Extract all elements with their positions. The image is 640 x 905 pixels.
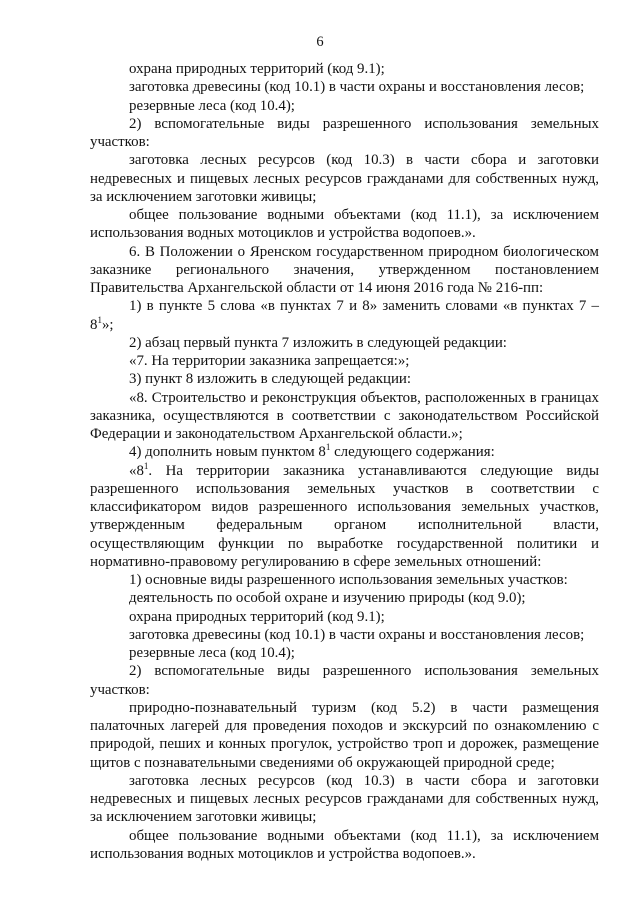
paragraph — [90, 206, 599, 243]
paragraph-text: 2) вспомогательные виды разрешенного использования земельных участков: — [90, 115, 599, 150]
paragraph — [90, 699, 599, 772]
paragraph-text-continued: »; — [101, 316, 114, 333]
paragraph — [90, 78, 599, 96]
paragraph-text: «8 — [129, 462, 144, 479]
paragraph-text: заготовка древесины (код 10.1) в части охраны и восстановления лесов; — [129, 626, 585, 643]
paragraph — [90, 334, 599, 352]
superscript: 1 — [97, 314, 102, 325]
paragraph — [90, 571, 599, 589]
superscript: 1 — [143, 460, 149, 471]
paragraph — [90, 608, 599, 626]
paragraph — [90, 662, 599, 699]
paragraph-text: заготовка лесных ресурсов (код 10.3) в части сбора и заготовки недревесных и пищевых лесных ресурсов гражданами для собственных нужд, за исключением заготовки живицы; — [90, 772, 599, 826]
paragraph-text: резервные леса (код 10.4); — [129, 97, 295, 114]
paragraph-text: заготовка древесины (код 10.1) в части охраны и восстановления лесов; — [129, 79, 585, 96]
paragraph-text: 3) пункт 8 изложить в следующей редакции: — [129, 371, 412, 388]
paragraph — [90, 297, 599, 334]
paragraph-text: заготовка лесных ресурсов (код 10.3) в части сбора и заготовки недревесных и пищевых лесных ресурсов гражданами для собственных нужд, за исключением заготовки живицы; — [90, 152, 599, 205]
paragraph-text: общее пользование водными объектами (код 11.1), за исключением использования водных мотоциклов и устройства водопоев.». — [90, 827, 599, 862]
paragraph-text-continued: . На территории заказника устанавливаются следующие виды разрешенного использования земельных участков в соответствии с классификатором видов разрешенного использования земельных участков, утвержденным федеральным органом исполнительной власти, осуществляющим функции по выработке государственной политики и нормативно-правовому регулированию в сфере земельных отношений: — [90, 462, 599, 570]
paragraph — [90, 462, 599, 572]
paragraph-text: 6. В Положении о Яренском государственном природном биологическом заказнике регионального значения, утвержденном постановлением Правительства Архангельской области от 14 июня 2016 года № 216-пп: — [90, 243, 599, 296]
paragraph-text: «7. На территории заказника запрещается:»; — [129, 353, 410, 369]
superscript: 1 — [325, 442, 331, 453]
paragraph — [90, 827, 599, 864]
paragraph-text: охрана природных территорий (код 9.1); — [129, 608, 385, 625]
paragraph-text: охрана природных территорий (код 9.1); — [129, 61, 385, 77]
paragraph-text: природно-познавательный туризм (код 5.2) в части размещения палаточных лагерей для проведения походов и экскурсий по ознакомлению с природой, пеших и конных прогулок, устройство троп и дорожек, размещение щитов с познавательными сведениями об окружающей природной среде; — [90, 699, 599, 771]
paragraph-text: общее пользование водными объектами (код 11.1), за исключением использования водных мотоциклов и устройства водопоев.». — [90, 207, 599, 242]
paragraph-text: деятельность по особой охране и изучению природы (код 9.0); — [129, 590, 526, 607]
paragraph — [90, 115, 599, 152]
paragraph — [90, 352, 599, 370]
paragraph-text: 2) абзац первый пункта 7 изложить в следующей редакции: — [129, 334, 507, 351]
paragraph-text: 1) в пункте 5 слова «в пунктах 7 и 8» заменить словами «в пунктах 7 – 8 — [90, 298, 599, 333]
paragraph — [90, 644, 599, 662]
document-body — [90, 60, 599, 863]
paragraph — [90, 772, 599, 827]
paragraph — [90, 626, 599, 644]
paragraph — [90, 243, 599, 298]
paragraph — [90, 151, 599, 206]
paragraph — [90, 389, 599, 444]
paragraph-text: резервные леса (код 10.4); — [129, 645, 295, 661]
page-number: 6 — [316, 34, 324, 50]
paragraph-text: «8. Строительство и реконструкция объектов, расположенных в границах заказника, осуществляются в соответствии с законодательством Российской Федерации и законодательством Архангельской области.»; — [90, 389, 599, 442]
paragraph — [90, 589, 599, 607]
paragraph-text: 1) основные виды разрешенного использования земельных участков: — [129, 572, 568, 588]
paragraph — [90, 60, 599, 78]
paragraph — [90, 443, 599, 461]
paragraph-text: 2) вспомогательные виды разрешенного использования земельных участков: — [90, 663, 599, 698]
paragraph — [90, 97, 599, 115]
paragraph — [90, 370, 599, 388]
paragraph-text-continued: следующего содержания: — [330, 444, 495, 461]
paragraph-text: 4) дополнить новым пунктом 8 — [129, 444, 326, 461]
